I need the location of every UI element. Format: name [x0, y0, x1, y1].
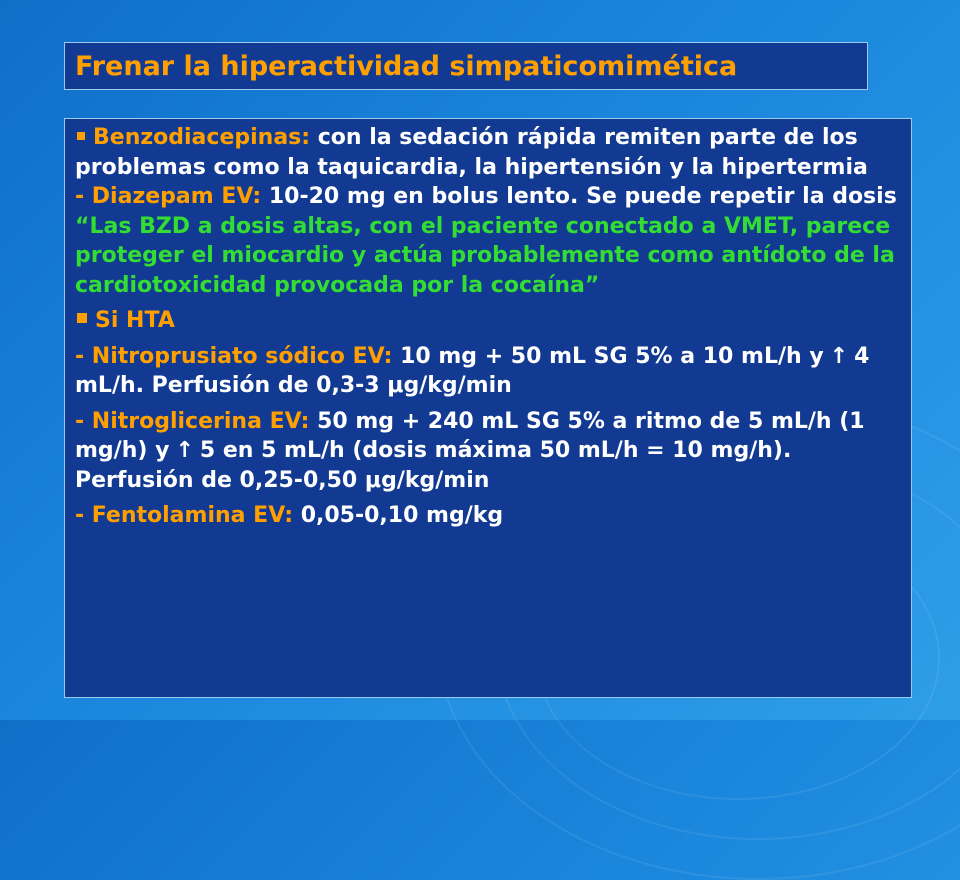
- nitroprusiato-paragraph: [75, 342, 899, 401]
- diazepam-text: 10-20 mg en bolus lento. Se puede repetir la dosis: [261, 184, 897, 209]
- nitroglicerina-text-a: 50 mg + 240 mL SG 5% a ritmo de 5 mL/h (1 mg/h) y: [75, 408, 865, 463]
- fentolamina-heading: - Fentolamina EV:: [75, 503, 294, 528]
- benzodiacepinas-text: con la sedación rápida remiten parte de los problemas como la taquicardia, la hipertensión y la hipertermia: [75, 125, 868, 180]
- bzd-quote: “Las BZD a dosis altas, con el paciente conectado a VMET, parece proteger el miocardio y actúa probablemente como antídoto de la cardiotoxicidad provocada por la cocaína”: [75, 213, 895, 298]
- up-arrow-icon: ↑: [175, 438, 194, 463]
- hta-paragraph: [75, 306, 899, 336]
- slide-title: Frenar la hiperactividad simpaticomimética: [75, 51, 738, 82]
- benzodiacepinas-heading: Benzodiacepinas:: [93, 125, 311, 150]
- nitroprusiato-heading: - Nitroprusiato sódico EV:: [75, 343, 393, 369]
- bullet-square-icon: [77, 132, 85, 140]
- hta-heading: Si HTA: [95, 308, 175, 333]
- title-box: [64, 42, 868, 90]
- content-box: [64, 118, 912, 698]
- benzodiacepinas-paragraph: [75, 123, 899, 182]
- nitroglicerina-text-b: 5 en 5 mL/h (dosis máxima 50 mL/h = 10 mg/h). Perfusión de 0,25-0,50 μg/kg/min: [75, 438, 792, 493]
- fentolamina-paragraph: [75, 501, 899, 531]
- nitroglicerina-paragraph: [75, 407, 899, 496]
- diazepam-heading: - Diazepam EV:: [75, 184, 262, 209]
- nitroprusiato-text-b: 4 mL/h. Perfusión de 0,3-3 μg/kg/min: [75, 343, 870, 398]
- diazepam-paragraph: [75, 182, 899, 212]
- nitroglicerina-heading: - Nitroglicerina EV:: [75, 408, 310, 434]
- fentolamina-text: 0,05-0,10 mg/kg: [293, 503, 504, 528]
- up-arrow-icon: ↑: [829, 343, 849, 369]
- nitroprusiato-text-a: 10 mg + 50 mL SG 5% a 10 mL/h y: [392, 343, 824, 369]
- bullet-square-icon: [77, 313, 87, 323]
